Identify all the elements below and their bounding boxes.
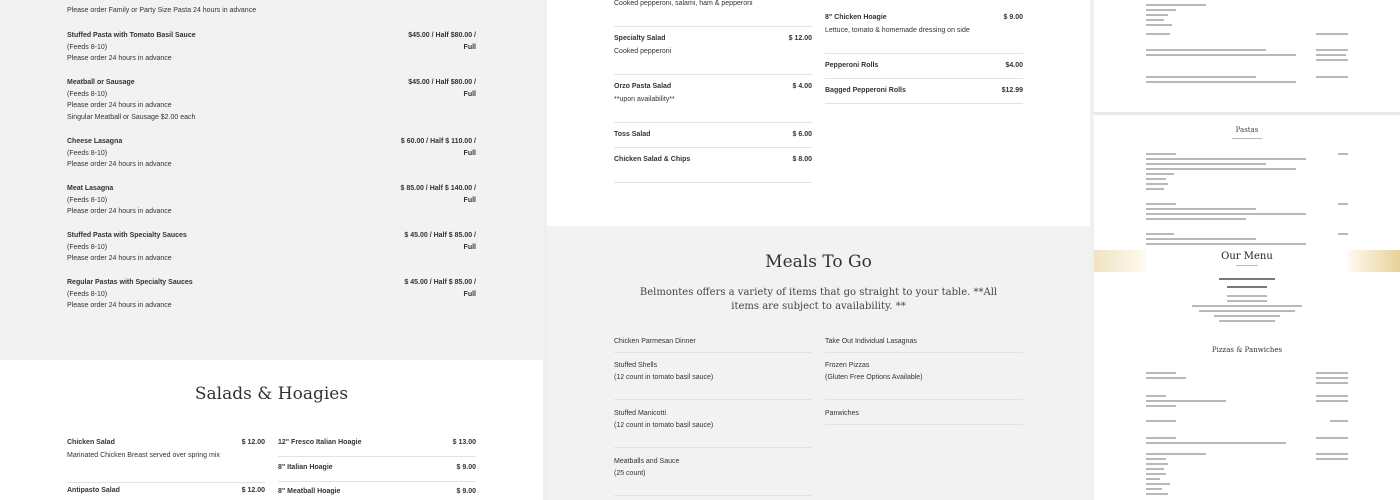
- price-line: Full: [463, 90, 476, 98]
- price-line: $45.00 / Half $80.00 /: [408, 79, 476, 86]
- thumb-title: Our Menu: [1221, 251, 1273, 262]
- text-line: [1146, 420, 1176, 422]
- meal-name: Stuffed Manicotti: [614, 410, 667, 417]
- item-price: $ 6.00: [792, 131, 812, 138]
- text-line: [1146, 405, 1176, 407]
- price-line: $ 45.00 / Half $ 85.00 /: [404, 232, 476, 239]
- hoagie-row: [825, 87, 1023, 104]
- text-line: [1146, 153, 1176, 155]
- salad-row: [67, 439, 265, 483]
- text-line: [1146, 395, 1166, 397]
- text-line: [1219, 320, 1275, 322]
- text-line: [1219, 278, 1275, 280]
- text-line: [1227, 300, 1267, 302]
- text-line: [1146, 168, 1296, 170]
- pasta-item: [67, 77, 476, 123]
- item-price: $ 9.00: [456, 464, 476, 471]
- salads-continued-section: [547, 0, 1090, 226]
- pasta-name: Regular Pastas with Specialty Sauces: [67, 279, 193, 286]
- price-line: Full: [463, 149, 476, 157]
- salad-row: [614, 156, 812, 183]
- item-desc: Marinated Chicken Breast served over spring mix: [67, 452, 220, 459]
- pasta-line: Please order 24 hours in advance: [67, 302, 172, 309]
- price-line: $ 85.00 / Half $ 140.00 /: [400, 185, 476, 192]
- price-line: Full: [463, 43, 476, 51]
- pasta-top-line: Please order Family or Party Size Pasta 24 hours in advance: [67, 7, 257, 14]
- item-price: $4.00: [1005, 62, 1023, 69]
- pasta-name: Stuffed Pasta with Tomato Basil Sauce: [67, 32, 196, 39]
- meals-title: Meals To Go: [765, 252, 872, 272]
- meal-row: [614, 360, 812, 400]
- item-price: $12.99: [1001, 87, 1023, 94]
- item-price: $ 9.00: [456, 488, 476, 495]
- text-line: [1199, 310, 1295, 312]
- price-line: Full: [463, 243, 476, 251]
- menu-page-thumb[interactable]: [1094, 0, 1400, 112]
- text-line: [1146, 442, 1286, 444]
- pasta-price: [404, 230, 476, 253]
- text-line: [1146, 478, 1160, 480]
- pasta-line: Please order 24 hours in advance: [67, 208, 172, 215]
- item-desc: Cooked pepperoni: [614, 48, 672, 55]
- pasta-line: Singular Meatball or Sausage $2.00 each: [67, 113, 196, 121]
- text-line: [1146, 243, 1306, 245]
- meal-desc: (Gluten Free Options Available): [825, 373, 923, 381]
- text-line: [1146, 213, 1306, 215]
- text-line: [1316, 382, 1348, 384]
- thumb-title: Pastas: [1235, 126, 1259, 134]
- pasta-item: [67, 30, 476, 65]
- text-line: [1146, 76, 1256, 78]
- text-line: [1227, 295, 1267, 297]
- item-name: Chicken Salad: [67, 439, 115, 446]
- pasta-name: Cheese Lasagna: [67, 138, 123, 145]
- text-line: [1146, 54, 1296, 56]
- item-price: $ 12.00: [788, 35, 812, 42]
- text-line: [1146, 203, 1176, 205]
- text-line: [1146, 468, 1164, 470]
- text-line: [1146, 493, 1168, 495]
- text-line: [1146, 183, 1168, 185]
- text-line: [1316, 395, 1348, 397]
- text-line: [1146, 437, 1176, 439]
- our-menu-page-thumb[interactable]: [1094, 250, 1400, 500]
- meal-row: [614, 408, 812, 448]
- text-line: [1192, 305, 1302, 307]
- text-line: [1236, 265, 1258, 266]
- text-line: [1316, 372, 1348, 374]
- meals-section: [547, 226, 1090, 500]
- item-desc: **upon availability**: [614, 96, 675, 103]
- text-line: [1214, 315, 1280, 317]
- pasta-line: (Feeds 8-10): [67, 149, 108, 157]
- text-line: [1232, 138, 1262, 139]
- text-line: [1330, 420, 1348, 422]
- text-line: [1316, 59, 1348, 61]
- text-line: [1146, 377, 1186, 379]
- pasta-item: [67, 136, 476, 171]
- meal-row: [614, 336, 812, 353]
- text-line: [1338, 153, 1348, 155]
- pasta-line: (Feeds 8-10): [67, 90, 108, 98]
- item-name: 8" Meatball Hoagie: [278, 488, 341, 495]
- price-line: $45.00 / Half $80.00 /: [408, 32, 476, 39]
- pasta-item: [67, 230, 476, 265]
- meal-name: Frozen Pizzas: [825, 362, 870, 369]
- text-line: [1146, 453, 1206, 455]
- pasta-line: Please order 24 hours in advance: [67, 161, 172, 168]
- meal-name: Take Out Individual Lasagnas: [825, 338, 917, 345]
- pasta-line: Please order 24 hours in advance: [67, 255, 172, 262]
- item-name: 8" Italian Hoagie: [278, 464, 333, 471]
- salads-section: [0, 360, 543, 500]
- item-name: 8" Chicken Hoagie: [825, 14, 887, 21]
- meal-row: [825, 408, 1023, 425]
- price-line: Full: [463, 196, 476, 204]
- text-line: [1146, 158, 1306, 160]
- item-desc: Cooked pepperoni, salami, ham & pepperoni: [614, 0, 753, 7]
- text-line: [1146, 24, 1172, 26]
- text-line: [1316, 453, 1348, 455]
- menu-thumbnails: [1094, 0, 1400, 500]
- pasta-line: Please order 24 hours in advance: [67, 102, 172, 109]
- text-line: [1146, 9, 1176, 11]
- text-line: [1146, 173, 1174, 175]
- salad-row: [67, 487, 265, 500]
- text-line: [1146, 33, 1170, 35]
- pasta-price: [401, 183, 477, 206]
- item-name: 12" Fresco Italian Hoagie: [278, 439, 362, 446]
- text-line: [1146, 218, 1246, 220]
- text-line: [1146, 233, 1174, 235]
- meals-subtitle: Belmontes offers a variety of items that go straight to your table. **All items are subject to availability. **: [639, 287, 998, 312]
- hoagie-row: [278, 464, 476, 482]
- text-line: [1316, 49, 1348, 51]
- text-line: [1316, 54, 1346, 56]
- pasta-line: (Feeds 8-10): [67, 196, 108, 204]
- pasta-price: [404, 277, 476, 300]
- item-price: $ 4.00: [792, 83, 812, 90]
- meal-row: [825, 336, 1023, 353]
- meal-row: [825, 360, 1023, 400]
- meal-desc: (25 count): [614, 469, 646, 477]
- item-price: $ 12.00: [241, 487, 265, 494]
- price-line: $ 60.00 / Half $ 110.00 /: [400, 138, 476, 145]
- price-line: Full: [463, 290, 476, 298]
- text-line: [1227, 286, 1267, 288]
- text-line: [1146, 81, 1296, 83]
- item-name: Bagged Pepperoni Rolls: [825, 87, 906, 94]
- text-line: [1338, 203, 1348, 205]
- text-line: [1316, 400, 1348, 402]
- meal-desc: (12 count in tomato basil sauce): [614, 373, 714, 381]
- salad-row: [614, 35, 812, 75]
- salad-row: [614, 131, 812, 148]
- item-name: Pepperoni Rolls: [825, 62, 879, 69]
- item-price: $ 12.00: [241, 439, 265, 446]
- text-line: [1146, 178, 1166, 180]
- text-line: [1146, 400, 1226, 402]
- text-line: [1338, 233, 1348, 235]
- pastas-page-thumb[interactable]: [1094, 115, 1400, 250]
- text-line: [1316, 33, 1348, 35]
- text-line: [1316, 377, 1348, 379]
- divider: [614, 26, 812, 27]
- salads-title: Salads & Hoagies: [194, 384, 349, 404]
- thumb-title: Pizzas & Panwiches: [1211, 346, 1283, 354]
- meal-name: Chicken Parmesan Dinner: [614, 338, 696, 345]
- pasta-line: (Feeds 8-10): [67, 290, 108, 298]
- salad-row: [614, 83, 812, 123]
- text-line: [1146, 188, 1164, 190]
- item-name: Specialty Salad: [614, 35, 666, 42]
- item-price: $ 9.00: [1003, 14, 1023, 21]
- pasta-name: Meatball or Sausage: [67, 79, 135, 86]
- hoagie-row: [825, 62, 1023, 79]
- item-name: Toss Salad: [614, 131, 651, 138]
- text-line: [1146, 483, 1170, 485]
- item-name: Chicken Salad & Chips: [614, 156, 691, 163]
- pasta-name: Meat Lasagna: [67, 185, 114, 192]
- item-name: Orzo Pasta Salad: [614, 83, 672, 90]
- item-price: $ 8.00: [792, 156, 812, 163]
- pasta-line: (Feeds 8-10): [67, 43, 108, 51]
- text-line: [1146, 488, 1162, 490]
- pasta-price: [408, 30, 476, 53]
- pasta-line: Please order 24 hours in advance: [67, 55, 172, 62]
- text-line: [1146, 463, 1168, 465]
- text-line: [1146, 473, 1166, 475]
- text-line: [1146, 14, 1168, 16]
- text-line: [1316, 437, 1348, 439]
- meal-row: [614, 456, 812, 496]
- text-line: [1146, 238, 1256, 240]
- text-line: [1146, 372, 1176, 374]
- pasta-item: [67, 277, 476, 312]
- meal-desc: (12 count in tomato basil sauce): [614, 421, 714, 429]
- meal-name: Stuffed Shells: [614, 362, 658, 369]
- hoagie-row: [278, 439, 476, 457]
- text-line: [1146, 208, 1256, 210]
- pasta-price: [401, 136, 476, 159]
- hoagie-row: [278, 488, 476, 500]
- text-line: [1146, 19, 1164, 21]
- hoagie-row: [825, 14, 1023, 54]
- item-name: Antipasto Salad: [67, 487, 120, 494]
- pasta-name: Stuffed Pasta with Specialty Sauces: [67, 232, 187, 239]
- item-desc: Lettuce, tomato & homemade dressing on side: [825, 27, 970, 34]
- price-line: $ 45.00 / Half $ 85.00 /: [404, 279, 476, 286]
- pasta-line: (Feeds 8-10): [67, 243, 108, 251]
- text-line: [1146, 163, 1266, 165]
- text-line: [1146, 458, 1166, 460]
- pasta-price: [408, 77, 476, 100]
- pasta-section: [0, 0, 543, 360]
- meal-name: Meatballs and Sauce: [614, 458, 680, 465]
- pasta-item: [67, 183, 476, 218]
- text-line: [1316, 458, 1348, 460]
- text-line: [1316, 76, 1348, 78]
- item-price: $ 13.00: [452, 439, 476, 446]
- text-line: [1146, 4, 1206, 6]
- meal-name: Panwiches: [825, 410, 859, 417]
- text-line: [1146, 49, 1266, 51]
